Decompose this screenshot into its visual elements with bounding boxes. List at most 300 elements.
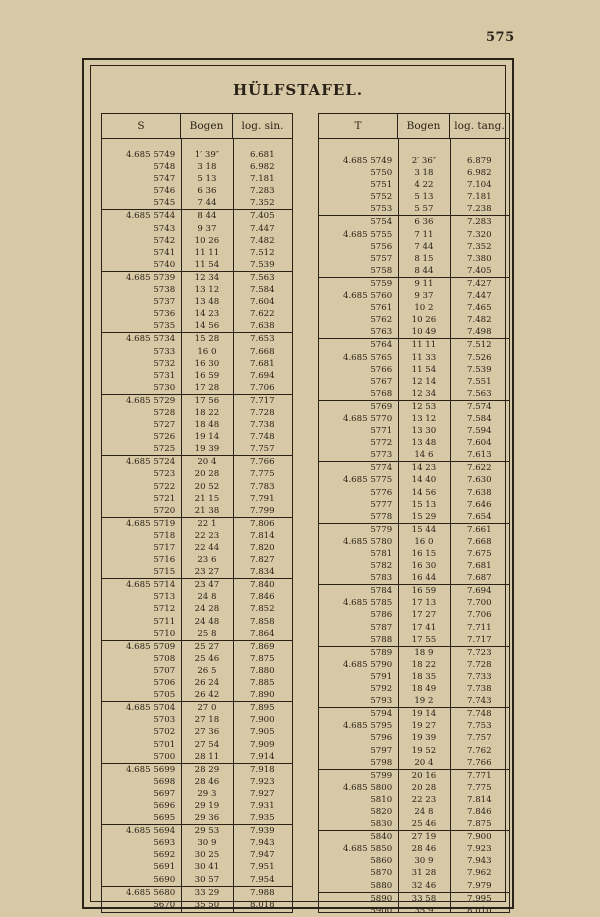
row-bogen: 18 35 <box>411 671 437 682</box>
row-bogen: 10 26 <box>411 315 437 326</box>
row-log: 7.427 <box>467 278 492 289</box>
row-log: 7.694 <box>250 370 275 381</box>
row-value: 5693 <box>153 838 176 849</box>
row-value: 4.685 5850 <box>342 844 393 855</box>
table-row <box>319 425 509 437</box>
row-bogen: 24 8 <box>197 592 217 603</box>
header-s: S <box>101 114 181 138</box>
row-log: 7.743 <box>467 696 492 707</box>
table-row <box>319 782 509 794</box>
row-bogen: 26 42 <box>194 690 220 701</box>
row-value: 4.685 5709 <box>125 641 176 652</box>
row-log: 7.954 <box>250 874 275 885</box>
row-log: 7.775 <box>467 782 492 793</box>
table-row <box>319 548 509 560</box>
row-log: 7.923 <box>467 844 492 855</box>
table-row <box>102 578 292 591</box>
row-log: 7.738 <box>250 420 275 431</box>
row-value: 5792 <box>370 684 393 695</box>
row-log: 7.962 <box>467 868 492 879</box>
table-row <box>319 584 509 597</box>
row-log: 7.814 <box>467 794 492 805</box>
row-value: 5738 <box>153 285 176 296</box>
row-bogen: 30 41 <box>194 862 220 873</box>
table-row <box>319 806 509 818</box>
row-value: 5691 <box>153 862 176 873</box>
row-log: 7.939 <box>250 826 275 837</box>
row-value: 5798 <box>370 757 393 768</box>
row-log: 7.820 <box>250 543 275 553</box>
row-value: 4.685 5780 <box>342 536 393 547</box>
row-value: 5784 <box>370 586 393 597</box>
row-bogen: 8 44 <box>197 211 217 222</box>
row-log: 7.687 <box>467 573 492 584</box>
row-bogen: 7 11 <box>414 229 434 240</box>
row-log: 7.630 <box>467 475 492 486</box>
row-log: 7.465 <box>467 303 492 314</box>
row-value: 5728 <box>153 407 176 418</box>
table-row <box>319 413 509 425</box>
header-log-tang: log. tang. <box>450 114 510 138</box>
row-bogen: 5 57 <box>414 204 434 215</box>
row-log: 7.827 <box>250 555 275 566</box>
row-value: 5735 <box>153 321 176 332</box>
row-value: 5725 <box>153 444 176 455</box>
table-row <box>102 542 292 554</box>
row-log: 7.757 <box>250 444 275 455</box>
table-row <box>102 235 292 247</box>
row-value: 5781 <box>370 549 393 559</box>
row-bogen: 30 25 <box>194 850 220 861</box>
table-row <box>319 867 509 879</box>
row-value: 5766 <box>370 364 393 375</box>
row-value: 5708 <box>153 653 176 664</box>
row-log: 7.181 <box>250 174 275 185</box>
sine-table-header <box>101 113 293 139</box>
row-bogen: 20 16 <box>411 770 437 781</box>
row-log: 7.757 <box>467 733 492 744</box>
row-log: 7.352 <box>250 198 275 209</box>
row-value: 5756 <box>370 241 393 252</box>
row-value: 5769 <box>370 401 393 412</box>
row-log: 7.771 <box>467 770 492 781</box>
table-row <box>102 726 292 738</box>
row-bogen: 17 28 <box>194 382 220 393</box>
row-value: 5748 <box>153 162 176 173</box>
row-value: 5799 <box>370 770 393 781</box>
table-row <box>319 352 509 364</box>
row-log: 7.846 <box>250 592 275 603</box>
table-row <box>102 653 292 665</box>
row-value: 5722 <box>153 481 176 492</box>
row-log: 7.905 <box>250 727 275 738</box>
row-log: 7.890 <box>250 690 275 701</box>
table-row <box>319 843 509 855</box>
row-log: 7.654 <box>467 511 492 522</box>
table-row <box>319 830 509 843</box>
row-value: 5743 <box>153 223 176 234</box>
table-row <box>319 364 509 376</box>
row-value: 5753 <box>370 204 393 215</box>
row-value: 5797 <box>370 745 393 756</box>
row-log: 7.943 <box>467 856 492 867</box>
row-value: 5783 <box>370 573 393 584</box>
table-row <box>102 161 292 173</box>
row-value: 5777 <box>370 499 393 510</box>
row-bogen: 23 6 <box>197 555 217 566</box>
table-row <box>319 707 509 720</box>
row-log: 7.748 <box>467 709 492 720</box>
table-row <box>102 284 292 296</box>
row-value: 5698 <box>153 776 176 787</box>
table-row <box>319 818 509 830</box>
row-bogen: 14 23 <box>411 463 437 474</box>
row-bogen: 22 1 <box>197 518 217 529</box>
row-bogen: 29 3 <box>197 788 217 799</box>
row-value: 5776 <box>370 487 393 498</box>
page-title: HÜLFSTAFEL. <box>232 81 364 99</box>
table-row <box>102 468 292 480</box>
tangent-rows <box>319 139 509 917</box>
row-log: 7.895 <box>250 703 275 714</box>
table-row <box>102 271 292 284</box>
row-bogen: 16 30 <box>194 358 220 369</box>
row-log: 7.717 <box>467 634 492 645</box>
row-bogen: 8 44 <box>414 265 434 276</box>
row-bogen: 18 9 <box>414 647 434 658</box>
table-row <box>102 185 292 197</box>
table-row <box>319 290 509 302</box>
row-value: 4.685 5744 <box>125 211 176 222</box>
row-value: 5771 <box>370 426 393 437</box>
table-row <box>319 461 509 474</box>
table-row <box>319 253 509 265</box>
table-row <box>319 191 509 203</box>
row-value: 5720 <box>153 505 176 516</box>
row-value: 4.685 5694 <box>125 826 176 837</box>
table-row <box>102 812 292 824</box>
table-row <box>319 609 509 621</box>
row-bogen: 3 18 <box>197 162 217 173</box>
row-bogen: 17 41 <box>411 622 437 633</box>
row-log: 7.918 <box>250 764 275 775</box>
row-log: 7.988 <box>250 887 275 898</box>
row-bogen: 19 39 <box>194 444 220 455</box>
row-bogen: 28 46 <box>194 776 220 787</box>
row-value: 5700 <box>153 751 176 762</box>
table-row <box>319 215 509 228</box>
row-value: 5782 <box>370 561 393 572</box>
row-value: 5740 <box>153 259 176 270</box>
row-value: 5788 <box>370 634 393 645</box>
row-bogen: 12 14 <box>411 376 437 387</box>
row-bogen: 17 13 <box>411 598 437 609</box>
row-value: 5793 <box>370 696 393 707</box>
row-value: 5705 <box>153 690 176 701</box>
row-log: 7.995 <box>467 893 492 904</box>
row-bogen: 3 18 <box>414 168 434 179</box>
row-bogen: 20 52 <box>194 481 220 492</box>
row-value: 5890 <box>370 893 393 904</box>
row-bogen: 11 54 <box>194 259 220 270</box>
row-bogen: 29 36 <box>194 813 220 824</box>
row-log: 7.653 <box>250 334 275 345</box>
row-log: 7.512 <box>250 247 275 258</box>
row-value: 5730 <box>153 382 176 393</box>
row-bogen: 33 29 <box>194 887 220 898</box>
row-log: 7.681 <box>467 561 492 572</box>
row-log: 7.668 <box>250 346 275 357</box>
row-log: 7.728 <box>250 407 275 418</box>
row-value: 4.685 5739 <box>125 272 176 283</box>
row-value: 5751 <box>370 180 393 191</box>
tangent-table-header <box>318 113 510 139</box>
row-log: 7.900 <box>250 715 275 726</box>
row-bogen: 28 11 <box>194 751 220 762</box>
row-log: 7.711 <box>467 622 492 633</box>
row-bogen: 10 2 <box>414 303 434 314</box>
row-log: 7.753 <box>467 721 492 732</box>
row-value: 4.685 5749 <box>125 150 176 160</box>
row-bogen: 19 52 <box>411 745 437 756</box>
row-bogen: 27 36 <box>194 727 220 738</box>
row-value: 5810 <box>370 794 393 805</box>
table-row <box>102 591 292 603</box>
row-log: 7.846 <box>467 806 492 817</box>
table-row <box>319 437 509 449</box>
row-log: 7.638 <box>250 321 275 332</box>
row-log: 7.935 <box>250 813 275 824</box>
table-row <box>102 431 292 443</box>
row-log: 7.799 <box>250 505 275 516</box>
row-value: 5701 <box>153 739 176 750</box>
row-bogen: 30 9 <box>197 838 217 849</box>
row-log: 7.584 <box>467 413 492 424</box>
row-bogen: 27 54 <box>194 739 220 750</box>
table-row <box>319 179 509 191</box>
table-row <box>102 701 292 714</box>
row-log: 7.834 <box>250 567 275 578</box>
row-bogen: 29 53 <box>194 826 220 837</box>
row-log: 7.738 <box>467 684 492 695</box>
table-row <box>102 481 292 493</box>
row-log: 7.498 <box>467 327 492 338</box>
row-value: 4.685 5729 <box>125 395 176 406</box>
row-value: 5762 <box>370 315 393 326</box>
table-row <box>102 296 292 308</box>
row-value: 5716 <box>153 555 176 566</box>
row-log: 7.563 <box>250 272 275 283</box>
row-bogen: 24 48 <box>194 616 220 627</box>
row-log: 7.447 <box>467 291 492 302</box>
table-row <box>102 616 292 628</box>
row-log: 7.405 <box>250 211 275 222</box>
row-value: 5768 <box>370 388 393 399</box>
table-row <box>319 326 509 338</box>
table-row <box>102 554 292 566</box>
row-value: 5745 <box>153 198 176 209</box>
tangent-table <box>318 113 510 916</box>
row-log: 7.947 <box>250 850 275 861</box>
row-value: 5727 <box>153 420 176 431</box>
row-log: 7.723 <box>467 647 492 658</box>
table-row <box>319 155 509 167</box>
table-row <box>319 720 509 732</box>
row-value: 5787 <box>370 622 393 633</box>
row-value: 4.685 5724 <box>125 457 176 468</box>
row-bogen: 16 59 <box>194 370 220 381</box>
row-bogen: 16 30 <box>411 561 437 572</box>
table-row <box>102 493 292 505</box>
table-row <box>102 788 292 800</box>
row-log: 7.717 <box>250 395 275 406</box>
row-bogen: 12 53 <box>411 401 437 412</box>
row-bogen: 17 27 <box>411 610 437 621</box>
row-log: 7.852 <box>250 604 275 615</box>
row-log: 7.352 <box>467 241 492 252</box>
row-value: 4.685 5770 <box>342 413 393 424</box>
row-log: 7.875 <box>467 819 492 830</box>
row-log: 7.604 <box>250 297 275 308</box>
table-row <box>102 837 292 849</box>
header-t: T <box>318 114 398 138</box>
row-bogen: 26 5 <box>197 665 217 676</box>
row-bogen: 14 56 <box>411 487 437 498</box>
row-value: 5900 <box>370 905 393 916</box>
row-bogen: 19 14 <box>194 432 220 443</box>
row-value: 5736 <box>153 309 176 320</box>
table-row <box>102 394 292 407</box>
table-row <box>319 203 509 215</box>
row-bogen: 15 13 <box>411 499 437 510</box>
row-value: 5747 <box>153 174 176 185</box>
row-bogen: 23 27 <box>194 567 220 578</box>
row-bogen: 14 56 <box>194 321 220 332</box>
row-bogen: 16 15 <box>411 549 437 559</box>
row-bogen: 20 28 <box>411 782 437 793</box>
row-value: 5880 <box>370 880 393 891</box>
row-log: 7.880 <box>250 665 275 676</box>
table-row <box>319 646 509 659</box>
row-log: 7.875 <box>250 653 275 664</box>
row-log: 7.447 <box>250 223 275 234</box>
row-value: 5786 <box>370 610 393 621</box>
row-log: 7.594 <box>467 426 492 437</box>
row-value: 4.685 5719 <box>125 518 176 529</box>
row-value: 5778 <box>370 511 393 522</box>
sine-table <box>101 113 293 913</box>
row-value: 4.685 5680 <box>125 887 176 898</box>
row-log: 7.539 <box>250 259 275 270</box>
table-row <box>102 259 292 271</box>
table-row <box>319 572 509 584</box>
row-log: 7.638 <box>467 487 492 498</box>
row-bogen: 21 38 <box>194 505 220 516</box>
row-bogen: 10 49 <box>411 327 437 338</box>
row-bogen: 9 37 <box>414 291 434 302</box>
table-row <box>319 905 509 917</box>
table-row <box>319 229 509 241</box>
table-row <box>319 400 509 413</box>
row-log: 6.982 <box>467 168 492 179</box>
table-row <box>102 886 292 899</box>
table-row <box>102 824 292 837</box>
table-row <box>102 517 292 530</box>
table-row <box>102 320 292 332</box>
row-value: 5750 <box>370 168 393 179</box>
table-row <box>102 332 292 345</box>
row-bogen: 16 0 <box>197 346 217 357</box>
row-value: 4.685 5785 <box>342 598 393 609</box>
row-value: 5732 <box>153 358 176 369</box>
row-value: 5860 <box>370 856 393 867</box>
row-bogen: 18 49 <box>411 684 437 695</box>
table-row <box>102 603 292 615</box>
row-value: 5726 <box>153 432 176 443</box>
row-bogen: 25 46 <box>411 819 437 830</box>
row-value: 5711 <box>153 616 176 627</box>
row-bogen: 33 58 <box>411 893 437 904</box>
row-bogen: 7 44 <box>197 198 217 209</box>
table-row <box>319 732 509 744</box>
row-bogen: 27 0 <box>197 703 217 714</box>
row-value: 5721 <box>153 493 176 504</box>
table-row <box>319 745 509 757</box>
row-value: 5789 <box>370 647 393 658</box>
table-row <box>102 308 292 320</box>
row-value: 4.685 5749 <box>342 156 393 166</box>
row-value: 5690 <box>153 874 176 885</box>
row-log: 7.943 <box>250 838 275 849</box>
row-bogen: 35 9 <box>414 905 434 916</box>
row-log: 7.613 <box>467 450 492 461</box>
row-log: 7.622 <box>467 463 492 474</box>
row-log: 7.539 <box>467 364 492 375</box>
row-bogen: 26 24 <box>194 678 220 689</box>
row-bogen: 14 23 <box>194 309 220 320</box>
table-row <box>102 173 292 185</box>
row-log: 7.668 <box>467 536 492 547</box>
table-row <box>319 560 509 572</box>
row-value: 4.685 5734 <box>125 334 176 345</box>
row-bogen: 17 55 <box>411 634 437 645</box>
row-bogen: 12 34 <box>194 272 220 283</box>
row-bogen: 8 15 <box>414 253 434 264</box>
table-row <box>102 346 292 358</box>
table-frame <box>82 58 514 916</box>
row-value: 5746 <box>153 186 176 197</box>
row-log: 7.283 <box>250 186 275 197</box>
row-bogen: 19 2 <box>414 696 434 707</box>
row-value: 5830 <box>370 819 393 830</box>
table-row <box>102 739 292 751</box>
row-log: 6.681 <box>250 150 275 160</box>
table-row <box>102 407 292 419</box>
row-bogen: 22 23 <box>411 794 437 805</box>
row-value: 5731 <box>153 370 176 381</box>
row-log: 7.604 <box>467 438 492 449</box>
row-log: 7.733 <box>467 671 492 682</box>
row-value: 5759 <box>370 278 393 289</box>
row-bogen: 25 46 <box>194 653 220 664</box>
row-log: 7.766 <box>250 457 275 468</box>
row-value: 4.685 5755 <box>342 229 393 240</box>
row-log: 6.879 <box>467 156 492 166</box>
row-log: 7.728 <box>467 659 492 670</box>
row-bogen: 11 54 <box>411 364 437 375</box>
row-log: 7.482 <box>250 235 275 246</box>
table-row <box>102 677 292 689</box>
